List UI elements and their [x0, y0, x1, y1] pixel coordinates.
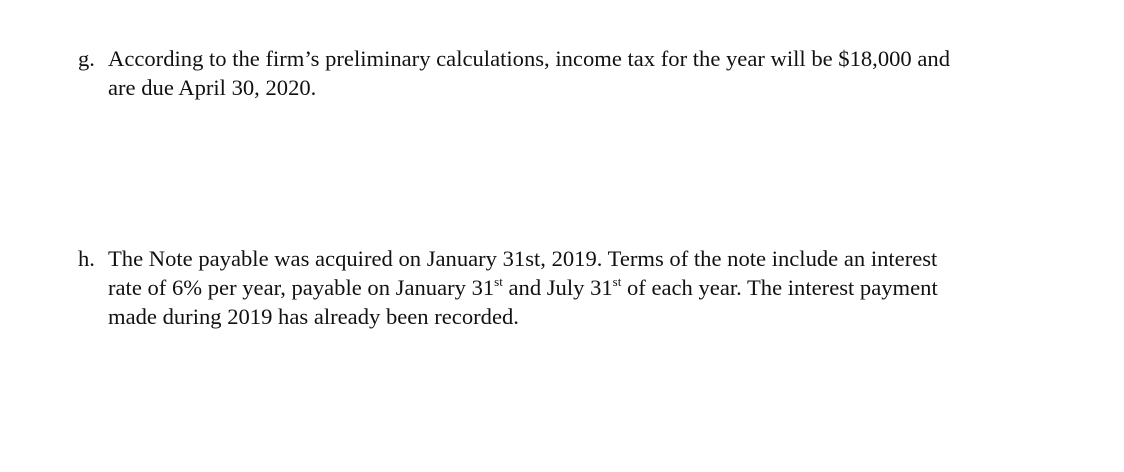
list-item-g — [78, 44, 950, 102]
item-h-line-2-text-c: of each year. The interest payment — [621, 275, 938, 300]
item-h-line-3: made during 2019 has already been recorded. — [108, 304, 519, 329]
list-item-h — [78, 244, 938, 331]
item-g-line-1: According to the firm’s preliminary calculations, income tax for the year will be $18,000 and — [108, 46, 950, 71]
item-h-line-2-text-a: rate of 6% per year, payable on January 31 — [108, 275, 495, 300]
ordinal-suffix: st — [494, 274, 503, 289]
ordinal-suffix: st — [612, 274, 622, 289]
item-h-line-2-text-b: and July 31 — [502, 275, 613, 300]
item-h-line-1: The Note payable was acquired on January 31st, 2019. Terms of the note include an interest — [108, 246, 938, 271]
list-marker-g: g. — [78, 46, 95, 71]
list-marker-h: h. — [78, 246, 95, 271]
item-h-line-2 — [78, 273, 938, 302]
item-g-line-2: are due April 30, 2020. — [108, 75, 317, 100]
